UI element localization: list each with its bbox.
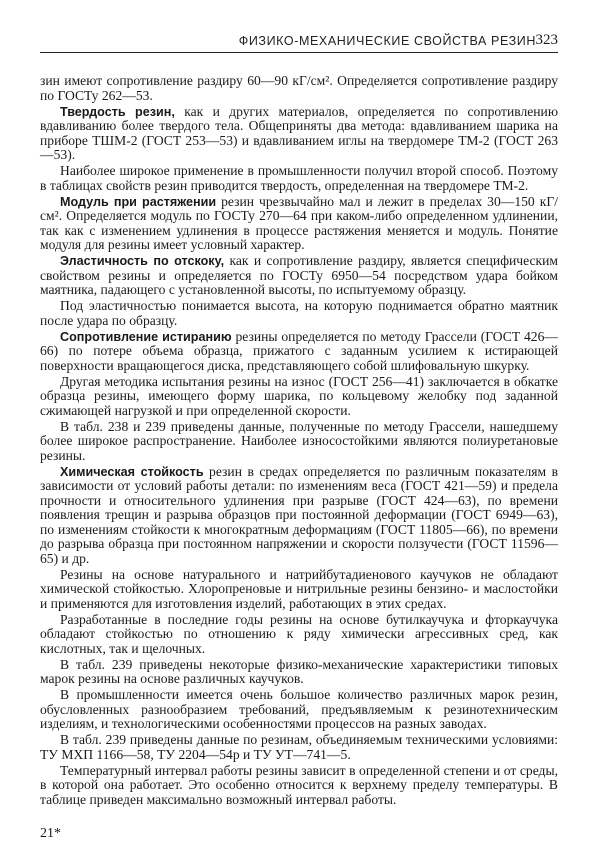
paragraph-text: Температурный интервал работы резины зависит в определенной степени и от среды, в которой она работает. Это особенно относится к верхнему пределу температуры. В таблице приведен максимально возможный интервал работы. (40, 762, 558, 807)
paragraph (40, 658, 558, 687)
paragraph-lead: Модуль при растяжении (60, 194, 217, 209)
paragraph-elasticity (40, 254, 558, 298)
paragraph-text: Под эластичностью понимается высота, на которую поднимается обратно маятник после удара по образцу. (40, 298, 558, 328)
paragraph-lead: Сопротивление истиранию (60, 329, 232, 344)
paragraph-text: резин чрезвычайно мал и лежит в пределах 30—150 кГ/см². Определяется модуль по ГОСТу 270—64 при каком-либо определенном удлинении, так как с изменением удлинения в процессе растяжения меняется и модуль. Понятие модуля для резины имеет условный характер. (40, 193, 558, 252)
paragraph-text: В табл. 239 приведены данные по резинам, объединяемым техническими условиями: ТУ МХП 1166—58, ТУ 2204—54р и ТУ УТ—741—5. (40, 732, 558, 762)
paragraph (40, 74, 558, 103)
paragraph-text: как и других материалов, определяется по сопротивлению вдавливанию более твердого тела. Общеприняты два метода: вдавливанием шарика на приборе ТШМ-2 (ГОСТ 253—53) и вдавливанием иглы на твердомере ТМ-2 (ГОСТ 263—53). (40, 103, 558, 162)
paragraph-text: зин имеют сопротивление раздиру 60—90 кГ/см². Определяется сопротивление раздиру по ГОСТу 262—53. (40, 73, 558, 103)
paragraph (40, 299, 558, 328)
paragraph-text: Резины на основе натурального и натрийбутадиенового каучуков не обладают химической стойкостью. Хлоропреновые и нитрильные резины бензино- и маслостойки и применяются для изготовления изделий, работающих в этих средах. (40, 566, 558, 611)
paragraph (40, 420, 558, 464)
paragraph (40, 613, 558, 657)
paragraph-chemical-resistance (40, 465, 558, 567)
paragraph-text: Наиболее широкое применение в промышленности получил второй способ. Поэтому в таблицах свойств резин приводится твердость, определенная на твердомере ТМ-2. (40, 163, 558, 193)
paragraph-text: В табл. 239 приведены некоторые физико-механические характеристики типовых марок резины на основе различных каучуков. (40, 656, 558, 686)
paragraph-text: как и сопротивление раздиру, является специфическим свойством резины и определяется по ГОСТу 6950—54 посредством удара бойком маятника, падающего с установленной высоты, по испытуемому образцу. (40, 253, 558, 297)
paragraph-lead: Эластичность по отскоку, (60, 254, 225, 268)
page-number: 323 (535, 32, 558, 48)
paragraph (40, 375, 558, 419)
paragraph-abrasion (40, 330, 558, 374)
page-header (40, 32, 558, 53)
paragraph-text: резины определяется по методу Грассели (ГОСТ 426—66) по потере объема образца, прижатого с заданным усилием к истирающей поверхности вращающегося диска, представляющего собой шлифовальную шкурку. (40, 328, 558, 373)
paragraph-hardness (40, 105, 558, 163)
paragraph-text: Другая методика испытания резины на износ (ГОСТ 256—41) заключается в обкатке образца резины, имеющего форму шарика, по кольцевому желобку под заданной сжимающей нагрузкой и при определенной скорости. (40, 373, 558, 418)
running-title: ФИЗИКО-МЕХАНИЧЕСКИЕ СВОЙСТВА РЕЗИН (238, 34, 536, 48)
paragraph-modulus (40, 195, 558, 253)
paragraph-text: резин в средах определяется по различным показателям в зависимости от условий работы детали: по изменениям веса (ГОСТ 421—59) и предела прочности и относительного удлинения при разрыве (ГОСТ 424—63), по времени появления трещин и разрыва образцов при постоянной деформации (ГОСТ 6949—63), по изменениям стойкости к многократным деформациям (ГОСТ 11805—66), по времени до разрыва образца при постоянном напряжении и скорости ползучести (ГОСТ 11596—65) и др. (40, 463, 558, 566)
paragraph-text: Разработанные в последние годы резины на основе бутилкаучука и фторкаучука обладают стойкостью по отношению к ряду химически агрессивных сред, как кислотных, так и щелочных. (40, 611, 558, 656)
paragraph-text: В табл. 238 и 239 приведены данные, полученные по методу Грассели, нашедшему более широкое распространение. Наиболее износостойкими являются полиуретановые резины. (40, 418, 558, 463)
paragraph (40, 688, 558, 732)
page-body (40, 74, 558, 809)
paragraph (40, 164, 558, 193)
paragraph-lead: Твердость резин, (60, 104, 175, 119)
paragraph-temperature (40, 764, 558, 808)
paragraph-text: В промышленности имеется очень большое количество различных марок резин, обусловленных разнообразием требований, предъявляемым к резинотехническим изделиям, и технологическими особенностями процессов на разных заводах. (40, 687, 558, 731)
paragraph (40, 733, 558, 762)
paragraph (40, 568, 558, 612)
signature-mark: 21* (40, 826, 61, 841)
paragraph-lead: Химическая стойкость (60, 464, 204, 479)
